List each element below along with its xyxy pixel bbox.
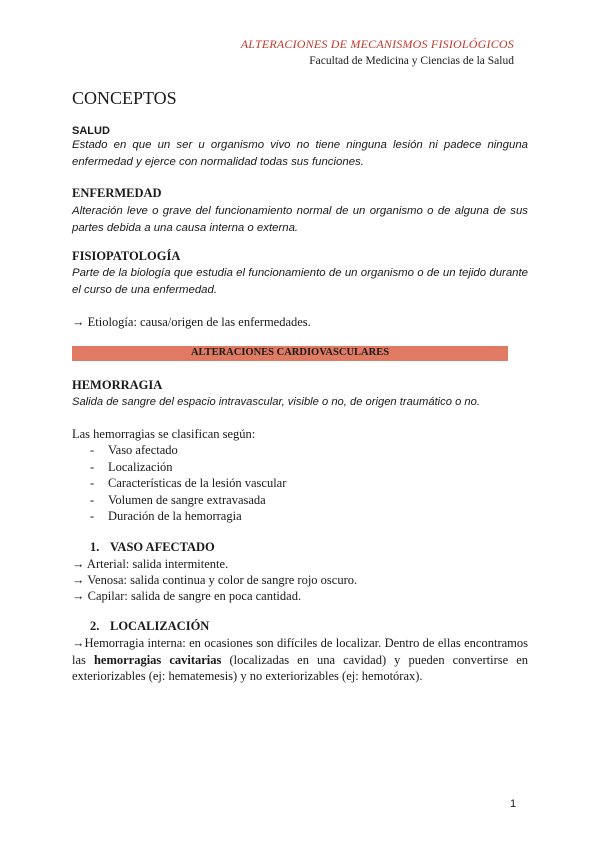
- section-banner: [72, 346, 508, 361]
- section-banner-label: ALTERACIONES CARDIOVASCULARES: [190, 347, 390, 358]
- definition-hemorragia: Salida de sangre del espacio intravascular, visible o no, de origen traumático o no.: [72, 396, 480, 408]
- subsection-localizacion-heading: 2. LOCALIZACIÓN: [90, 619, 210, 633]
- vaso-venosa: → Venosa: salida continua y color de sangre rojo oscuro.: [72, 573, 358, 587]
- etiologia-note: → Etiología: causa/origen de las enfermedades.: [72, 315, 311, 329]
- term-hemorragia: HEMORRAGIA: [72, 378, 163, 392]
- localizacion-paragraph: →Hemorragia interna: en ocasiones son difíciles de localizar. Dentro de ellas encontramos las hemorragias cavitarias (localizadas en una cavidad) y pueden convertirse en exteriorizables (ej: hematemesis) y no exteriorizables (ej: hemotórax).: [72, 636, 528, 683]
- vaso-capilar: → Capilar: salida de sangre en poca cantidad.: [72, 589, 302, 603]
- classification-intro: Las hemorragias se clasifican según:: [72, 427, 256, 441]
- vaso-arterial: → Arterial: salida intermitente.: [72, 557, 229, 571]
- subsection-vaso-heading: 1. VASO AFECTADO: [90, 540, 215, 554]
- list-item: - Volumen de sangre extravasada: [90, 492, 266, 507]
- term-fisiopatologia: FISIOPATOLOGÍA: [72, 249, 181, 263]
- bold-term-cavitarias: hemorragias cavitarias: [93, 652, 222, 667]
- list-item: - Vaso afectado: [90, 443, 178, 457]
- list-item: - Características de la lesión vascular: [90, 476, 287, 490]
- list-item: - Localización: [90, 459, 173, 474]
- classification-list: [90, 442, 286, 525]
- term-salud: SALUD: [72, 125, 110, 137]
- running-header-title: ALTERACIONES DE MECANISMOS FISIOLÓGICOS: [240, 37, 514, 51]
- definition-fisiopatologia: Parte de la biología que estudia el funcionamiento de un organismo o de un tejido durante el curso de una enfermedad.: [72, 267, 528, 296]
- page-number: 1: [510, 798, 517, 810]
- definition-salud: Estado en que un ser u organismo vivo no tiene ninguna lesión ni padece ninguna enfermedad y ejerce con normalidad todas sus funciones.: [72, 139, 528, 168]
- definition-enfermedad: Alteración leve o grave del funcionamiento normal de un organismo o de alguna de sus partes debida a una causa interna o externa.: [72, 205, 528, 234]
- list-item: - Duración de la hemorragia: [90, 509, 242, 523]
- page-title: CONCEPTOS: [72, 88, 177, 108]
- term-enfermedad: ENFERMEDAD: [72, 186, 162, 200]
- running-header-subtitle: Facultad de Medicina y Ciencias de la Salud: [309, 55, 514, 67]
